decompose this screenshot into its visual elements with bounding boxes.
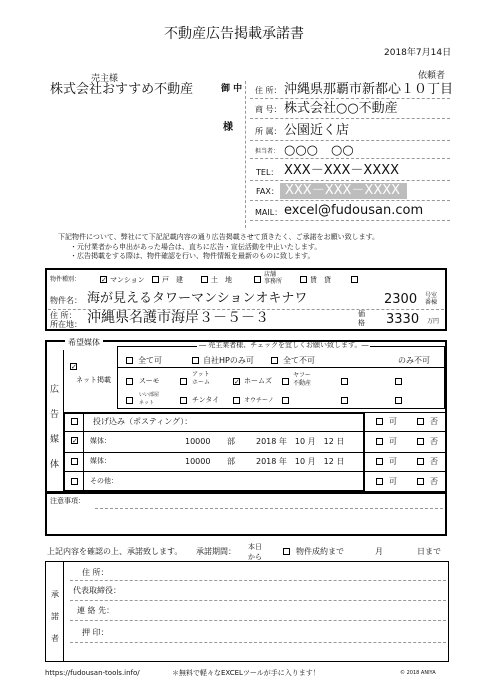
ka-label: 可 [389,457,397,466]
type-label-rent: 賃 貸 [310,276,331,284]
ka-label: 可 [389,437,397,446]
type-label-store: 店舗 事務所 [264,271,283,285]
site-label-iiheya: いい部屋 ネット [139,392,160,406]
site-label-homes: ホームズ [244,377,272,385]
signer-address-label: 住 所： [82,568,109,577]
price-value: 3330 [386,312,420,327]
note-line: 下記物件について、弊社にて下記記載内容の通り広告掲載させて頂きたく、ご承諾をお願い致します。 [58,233,380,241]
row2-count: 10000 [185,457,211,466]
form-title: 不動産広告掲載承諾書 [164,26,304,42]
form-date: 2018年7月14日 [384,48,452,58]
rule [365,412,445,413]
requester-address: 沖縄県那覇市新都心１０丁目 [284,82,454,97]
row1-date: 2018 年 10 月 12 日 [256,437,345,446]
row2-checkbox[interactable] [71,458,78,465]
seller-label: 売主様 [91,74,119,84]
posting-label: 投げ込み（ポスティング）： [93,417,193,426]
footer-promo: ＊無料で軽々なEXCELツールが手に入ります！ [172,669,320,677]
hi-label: 否 [430,437,438,446]
row1-count: 10000 [185,437,211,446]
rule [250,98,450,99]
media-side-label: 広 告 媒 体 [50,385,60,470]
seller-name: 株式会社おすすめ不動産 [50,82,194,97]
vertical-divider [245,81,246,228]
own-hp-label: 自社HPのみ可 [203,356,254,365]
type-checkbox-other[interactable] [351,276,358,283]
hi-label: 否 [430,417,438,426]
rule [70,600,446,601]
note-line: ・元付業者から申出があった場合は、直ちに広告・宣伝活動を中止いたします。 [70,243,322,251]
footer-copyright: © 2018 ANIYA [400,670,436,676]
site-label-suumo: スーモ [139,377,160,385]
all-ok-label: 全て可 [138,356,162,365]
other-hi-checkbox[interactable] [417,478,424,485]
room-number: 2300 [384,292,418,307]
type-checkbox-house[interactable] [152,276,159,283]
site-label-ouchino: オウチーノ [244,397,274,404]
room-number-label: 号室 番棟 [425,292,438,306]
rule [63,471,445,472]
site-checkbox-extra3[interactable] [282,397,289,404]
footer-url[interactable]: https://fudousan-tools.info/ [45,669,140,677]
tel-label: TEL： [256,168,279,177]
requester-label: 依頼者 [418,71,446,81]
rule [63,452,445,453]
period-label: 承諾期間： [196,547,236,556]
store-label: 所 属： [255,127,282,136]
row1-hi-checkbox[interactable] [417,438,424,445]
requester-fax: XXX－XXX－XXXX [285,183,401,198]
rule [250,140,450,141]
site-checkbox-suumo[interactable] [126,378,133,385]
address-label: 住 所： [255,86,282,95]
property-address: 沖縄県名護市海岸３－５－３ [87,310,269,326]
row1-checkbox[interactable]: ✓ [72,437,78,445]
other-label: その他： [90,477,118,485]
property-address-label: 住 所： 所在地： [50,311,82,329]
site-checkbox-iiheya[interactable] [126,397,133,404]
signer-seal-label: 押 印： [82,628,109,637]
onchu-label: 御 中 [221,84,243,94]
rule [250,200,450,201]
signer-contact-label: 連 絡 先： [77,606,115,615]
site-checkbox-homes[interactable]: ✓ [234,378,240,386]
price-label: 価 格 [358,310,365,327]
consent-text: 上記内容を確認の上、承諾致します。 [47,547,183,556]
desired-media-label: 希望媒体 [65,339,103,347]
only-ng-label: のみ不可 [398,356,430,365]
notice-box [45,492,447,536]
rule [250,118,450,119]
type-checkbox-rent[interactable] [300,276,307,283]
row1-label: 媒体： [90,437,111,445]
site-label-yahoo: ヤフー 不動産 [293,372,312,387]
notice-label: 注意事項： [50,497,85,505]
signer-rep-label: 代表取締役： [73,586,121,595]
trade-label: 商 号： [255,105,282,114]
rule [250,220,450,221]
row1-ka-checkbox[interactable] [376,438,383,445]
rule [95,508,443,509]
requester-trade: 株式会社○○不動産 [284,101,398,116]
posting-hi-checkbox[interactable] [417,418,424,425]
site-checkbox-extra4[interactable] [341,397,348,404]
site-checkbox-extra2[interactable] [395,378,402,385]
day-label: 日まで [417,547,441,556]
requester-tel: XXX－XXX－XXXX [284,163,400,178]
row2-date: 2018 年 10 月 12 日 [256,457,345,466]
other-ka-checkbox[interactable] [376,478,383,485]
rule [63,431,445,432]
rule [63,561,64,662]
hi-label: 否 [430,477,438,486]
hi-label: 否 [430,457,438,466]
site-label-chintai: チンタイ [192,396,220,404]
row2-ka-checkbox[interactable] [376,458,383,465]
type-checkbox-land[interactable] [201,276,208,283]
site-checkbox-ouchino[interactable] [233,397,240,404]
person-label: 担当者： [255,148,280,155]
type-label-mansion: マンション [110,276,145,284]
rule [70,620,446,621]
fax-label: FAX： [256,187,279,196]
posting-checkbox[interactable] [71,418,78,425]
ka-label: 可 [389,477,397,486]
all-ok-checkbox[interactable] [126,357,133,364]
period-from: 本日 から [248,543,262,561]
net-label: ネット掲載 [76,376,111,384]
site-checkbox-extra5[interactable] [395,397,402,404]
posting-ka-checkbox[interactable] [376,418,383,425]
type-label-land: 土 地 [211,276,232,284]
row1-unit: 部 [227,437,235,446]
rule [70,580,446,581]
all-ng-checkbox[interactable] [271,357,278,364]
site-label-athome: アット ホーム [192,371,211,386]
row2-label: 媒体： [90,457,111,465]
rule [70,642,446,643]
type-label: 物件種別： [50,276,81,283]
signer-side-label: 承 諾 者 [51,590,59,643]
type-checkbox-store[interactable] [254,276,261,283]
rule [250,180,450,181]
ka-label: 可 [389,417,397,426]
until-contract-label: 物件成約まで [296,547,344,556]
own-hp-checkbox[interactable] [192,357,199,364]
request-header: ― 売主業者様、チェックを宜しくお願い致します。― [199,341,369,349]
note-line: ・広告掲載をする際は、物件確認を行い、物件情報を最新のものに致します。 [70,252,315,260]
rule [117,367,445,368]
row2-hi-checkbox[interactable] [417,458,424,465]
site-checkbox-chintai[interactable] [180,397,187,404]
property-name: 海が見えるタワーマンションオキナワ [87,291,308,306]
price-unit: 万円 [427,318,440,325]
site-checkbox-yahoo[interactable] [282,378,289,385]
requester-person: ○○○ ○○ [284,143,354,158]
all-ng-label: 全て不可 [283,356,315,365]
mail-label: MAIL： [255,208,283,217]
until-contract-checkbox[interactable] [283,548,290,555]
property-name-label: 物件名： [50,296,82,305]
row2-unit: 部 [227,457,235,466]
requester-mail: excel@fudousan.com [284,203,424,218]
other-checkbox[interactable] [71,478,78,485]
sama-label: 様 [223,122,233,133]
site-checkbox-extra1[interactable] [341,378,348,385]
net-checkbox[interactable]: ✓ [71,363,77,371]
requester-store: 公園近く店 [284,123,350,138]
type-label-house: 戸 建 [162,276,183,284]
site-checkbox-athome[interactable] [180,378,187,385]
rule [250,158,450,159]
type-checkbox-mansion[interactable]: ✓ [101,276,107,284]
month-label: 月 [375,547,383,556]
